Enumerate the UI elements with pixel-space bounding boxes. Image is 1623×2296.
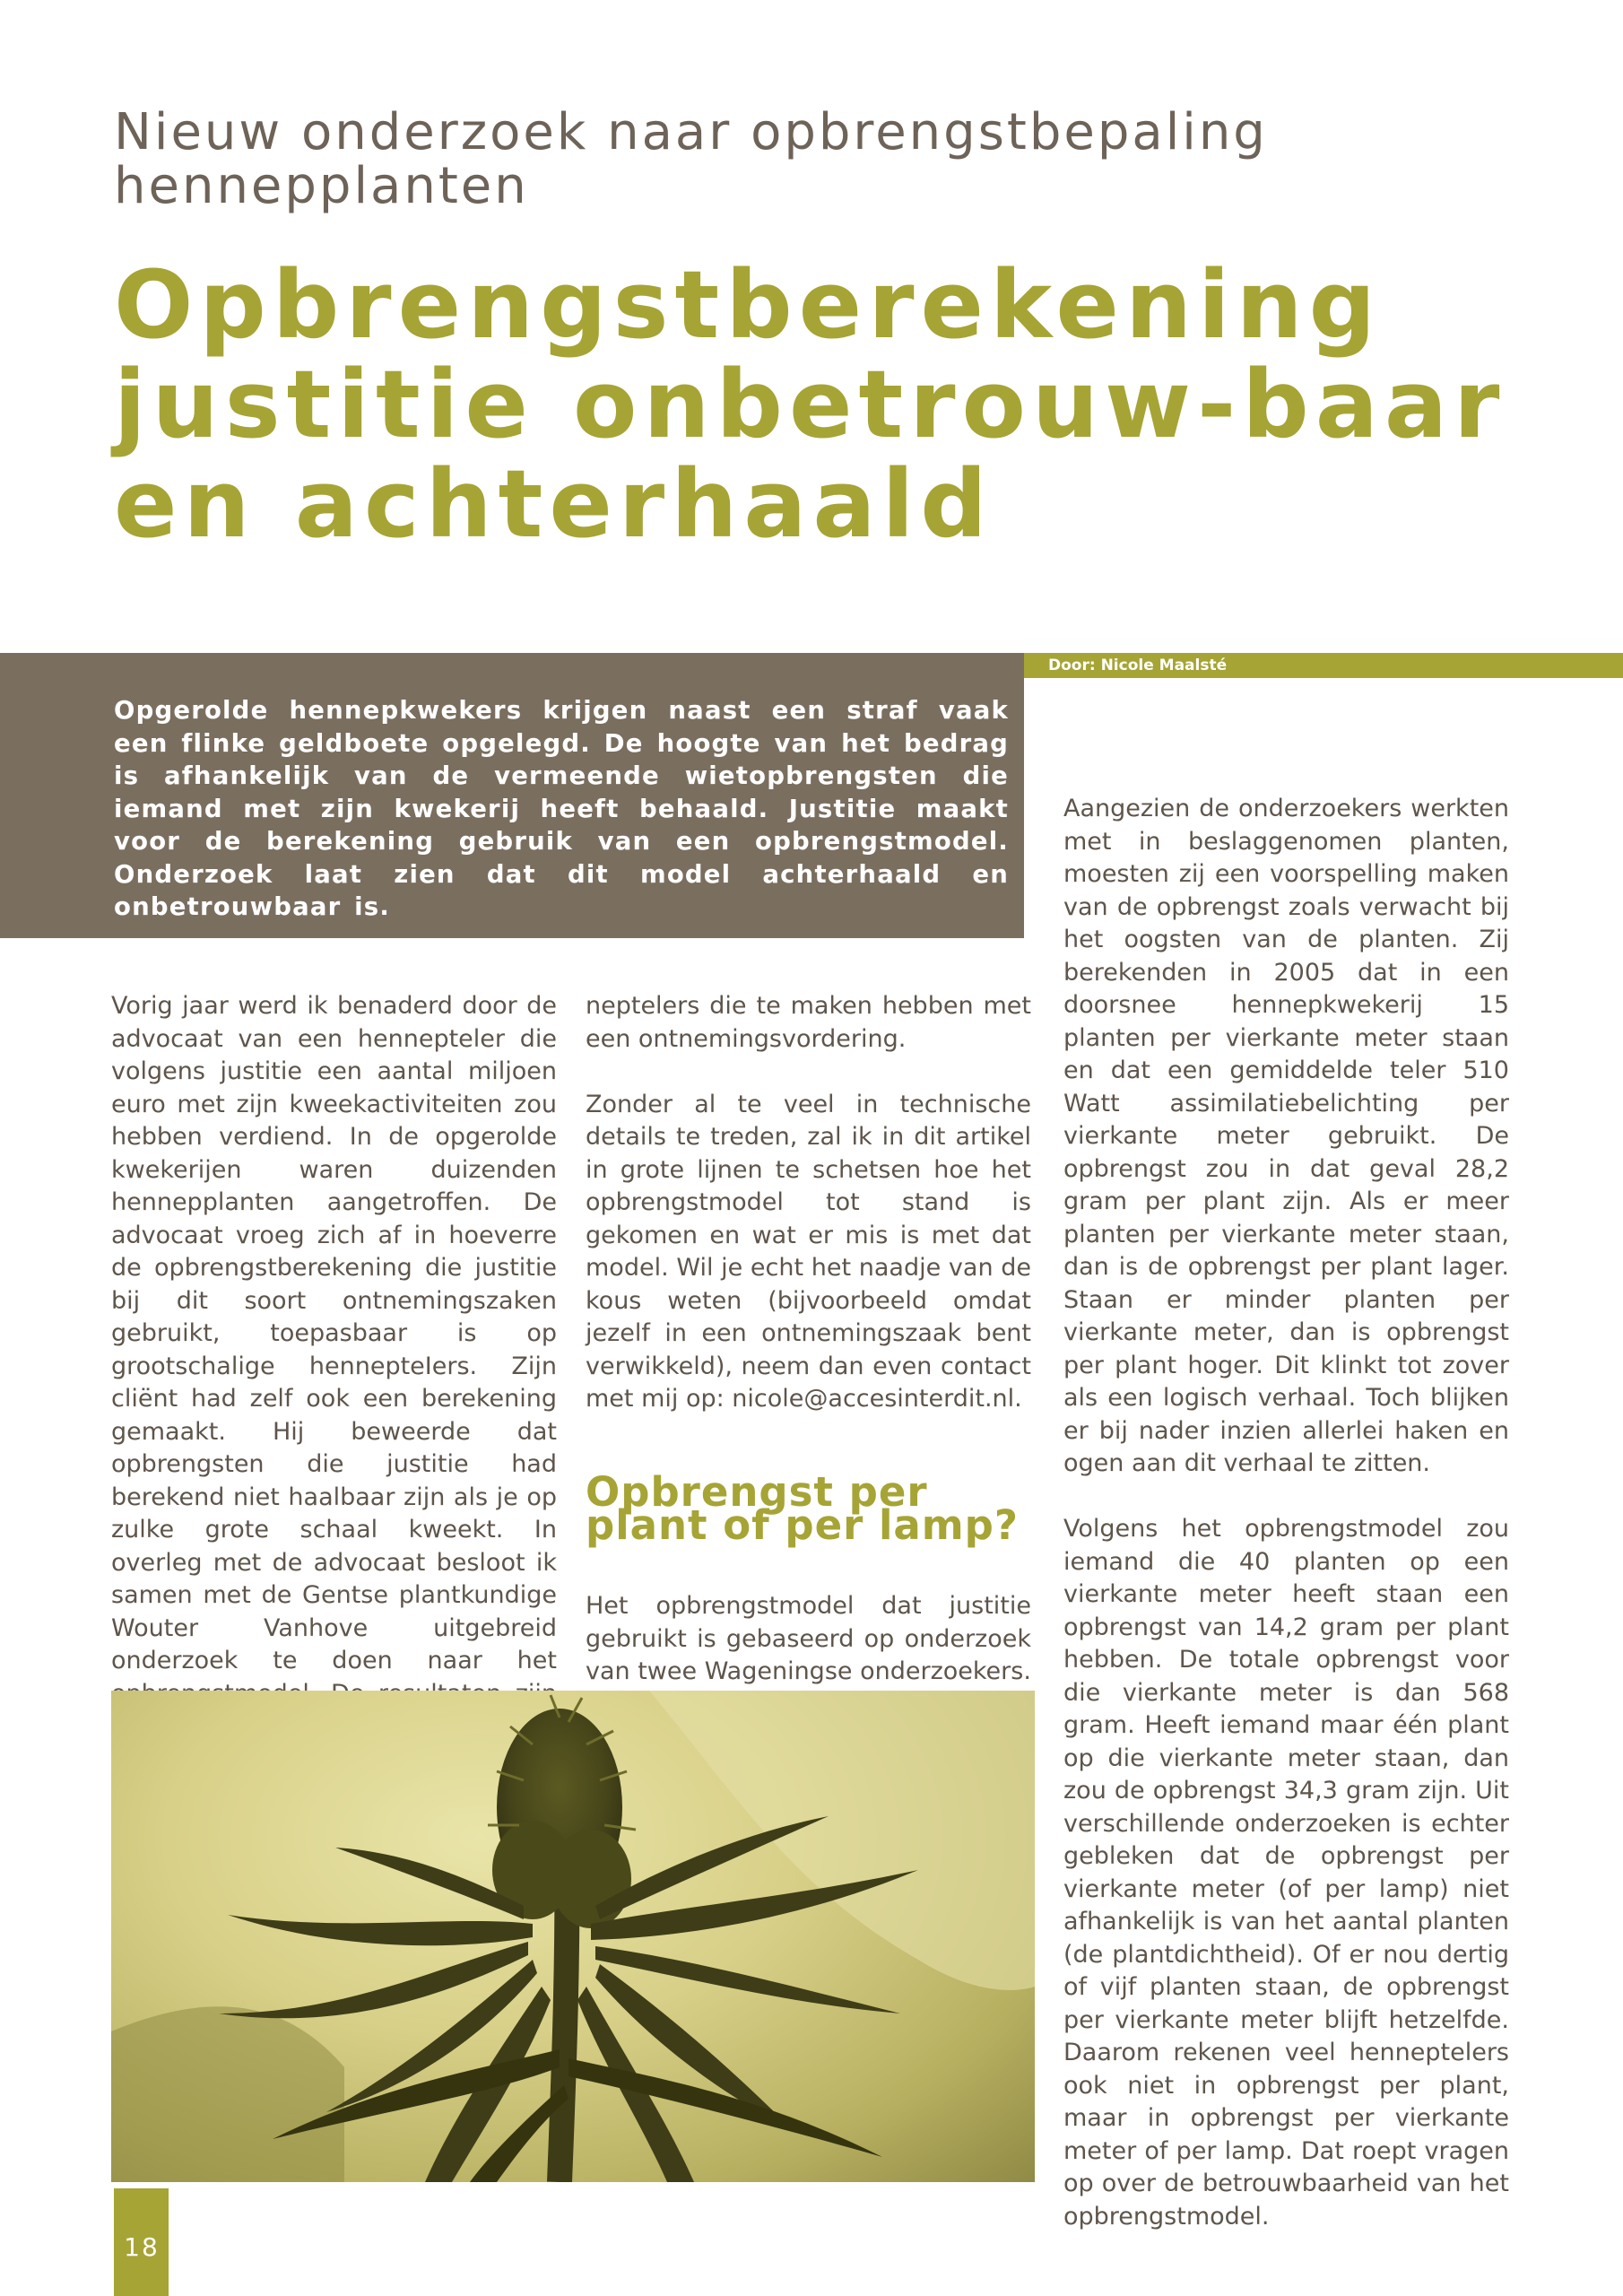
section-subheading: Opbrengst per plant of per lamp? [586,1468,1019,1549]
body-paragraph: Zonder al te veel in technische details te treden, zal ik in dit artikel in grote lijnen te schetsen hoe het opbrengstmodel tot stand is gekomen en wat er mis is met dat model. Wil je echt het naadje van de kous weten (bijvoorbeeld omdat jezelf in een ontnemingszaak bent verwikkeld), neem dan even contact met mij op: nicole@accesinterdit.nl. [586,1090,1031,1413]
article-headline: Opbrengstberekening justitie onbetrouw-baar en achterhaald [114,250,1506,559]
lead-paragraph: Opgerolde hennepkwekers krijgen naast een straf vaak een flinke geldboete opgelegd. De hoogte van het bedrag is afhankelijk van de vermeende wietopbrengsten die iemand met zijn kwekerij heeft behaald. Justitie maakt voor de berekening gebruik van een opbrengstmodel. Onderzoek laat zien dat dit model achterhaald en onbetrouwbaar is. [114,696,1009,921]
body-paragraph: Het opbrengstmodel dat justitie gebruikt is gebaseerd op onderzoek van twee Wageningse onderzoekers. [586,1592,1031,1685]
body-paragraph: Vorig jaar werd ik benaderd door de advocaat van een hennepteler die volgens justitie een aantal miljoen euro met zijn kweekactiviteiten zou hebben verdiend. In de opgerolde kwekerijen waren duizenden hennepplanten aangetroffen. De advocaat vroeg zich af in hoeverre de opbrengstberekening die justitie bij dit soort ontnemingszaken gebruikt, toepasbaar is op grootschalige hennepteIers. Zijn cliënt had zelf ook een berekening gemaakt. Hij beweerde dat opbrengsten die justitie had berekend niet haalbaar zijn als je op zulke grote schaal kweekt. In overleg met de advocaat besloot ik samen met de Gentse plantkundige Wouter Vanhove uitgebreid onderzoek te doen naar het [111,992,557,1674]
body-column-1 [111,990,557,1776]
body-paragraph: Volgens het opbrengstmodel zou iemand die 40 planten op een vierkante meter heeft staan een opbrengst van 14,2 gram per plant hebben. De totale opbrengst voor die vierkante meter is dan 568 gram. Heeft iemand maar één plant op die vierkante meter staan, dan zou de opbrengst 34,3 gram zijn. Uit verschillende onderzoeken is echter gebleken dat de opbrengst per vierkante meter (of per lamp) niet afhankelijk is van het aantal planten (de plantdichtheid). Of er nou dertig of vijf planten staan, de opbrengst per vierkante meter blijft hetzelfde. Daarom rekenen veel henneptelers ook niet in opbrengst per plant, maar in opbrengst per vierkante meter of per lamp. Dat roept vragen op over de betrouwbaarheid van het opbrengstmodel. [1063,1515,1509,2231]
page-number: 18 [124,2232,160,2262]
article-kicker: Nieuw onderzoek naar opbrengstbepaling hennepplanten [114,103,1268,215]
hemp-plant-photo [111,1691,1035,2182]
author-byline: Door: Nicole Maalsté [1048,657,1228,674]
body-column-2-continued [586,1590,1031,1689]
body-column-3 [1063,793,1509,2233]
author-bar [1024,653,1623,678]
body-column-2 [586,990,1031,1416]
body-paragraph: Aangezien de onderzoekers werkten met in beslaggenomen planten, moesten zij een voorspelling maken van de opbrengst zoals verwacht bij het oogsten van de planten. Zij berekenden in 2005 dat in een doorsnee hennepkwekerij 15 planten per vierkante meter staan en dat een gemiddelde teler 510 Watt assimilatiebelichting per vierkante meter gebruikt. De opbrengst zou in dat geval 28,2 gram per plant zijn. Als er meer planten per vierkante meter staan, dan is de opbrengst per plant lager. Staan er minder planten per vierkante meter, dan is opbrengst per plant hoger. Dit klinkt tot zover als een logisch verhaal. Toch blijken er bij nader inzien allerlei haken en ogen aan dit verhaal te zitten. [1063,795,1509,1477]
body-paragraph: neptelers die te maken hebben met een ontnemingsvordering. [586,992,1031,1053]
